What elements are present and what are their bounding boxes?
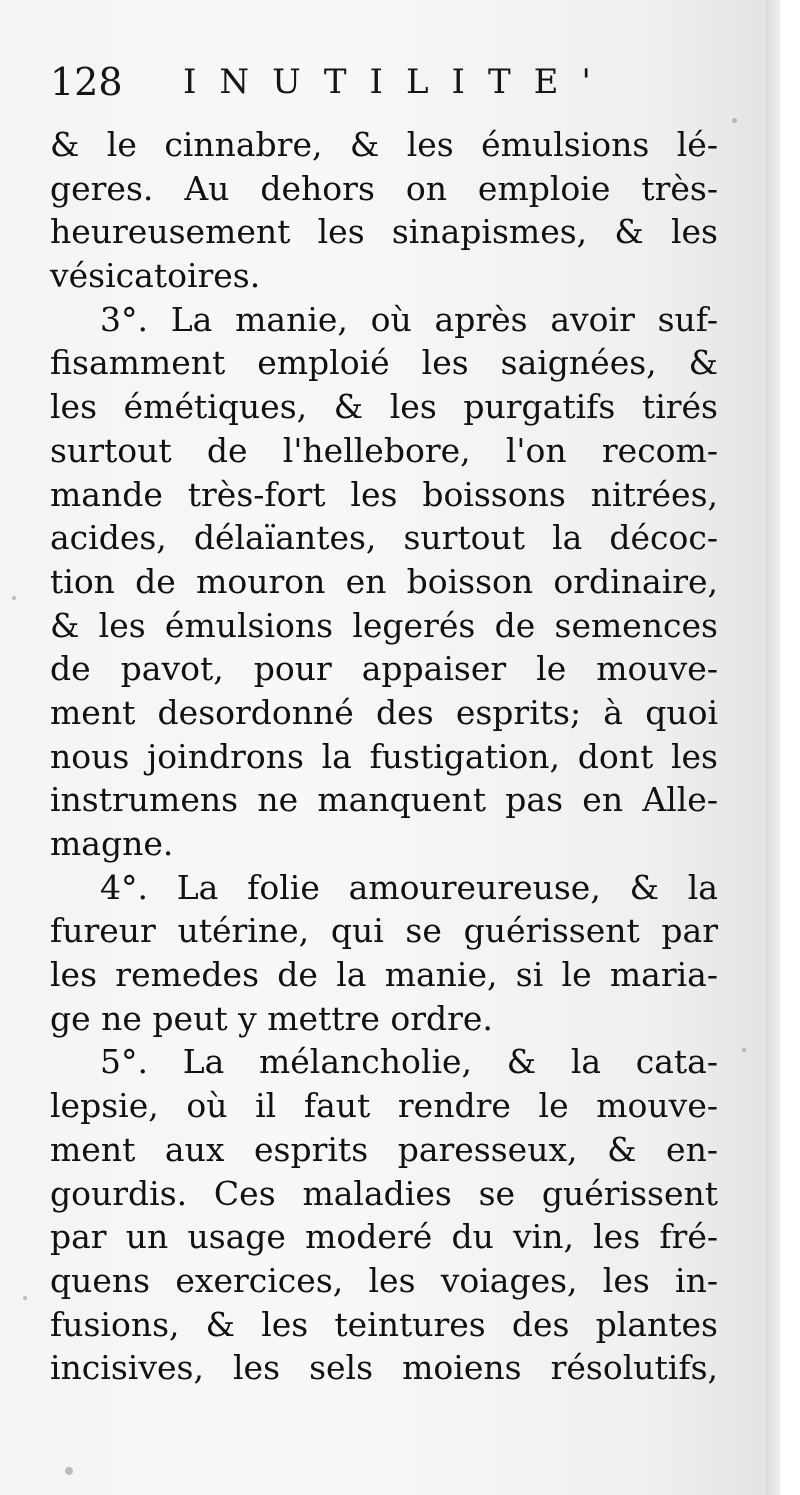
text-line: 4°. La folie amoureureuse, & la xyxy=(100,867,718,907)
text-line: surtout de l'hellebore, l'on recom- xyxy=(50,430,718,470)
print-speck xyxy=(732,118,737,123)
text-line: geres. Au dehors on emploie très- xyxy=(50,168,718,208)
text-line: quens exercices, les voiages, les in- xyxy=(50,1260,718,1300)
running-head: INUTILITE' xyxy=(183,62,614,102)
text-line: acides, délaïantes, surtout la décoc- xyxy=(50,518,718,558)
text-line: fisamment emploié les saignées, & xyxy=(50,343,718,383)
page-header xyxy=(50,52,730,112)
text-line: nous joindrons la fustigation, dont les xyxy=(50,736,718,776)
text-line: les émétiques, & les purgatifs tirés xyxy=(50,387,718,427)
body-text xyxy=(50,123,718,1390)
page-number: 128 xyxy=(50,60,123,104)
print-speck xyxy=(65,1467,73,1475)
text-line: lepsie, où il faut rendre le mouve- xyxy=(50,1086,718,1126)
text-line: fureur utérine, qui se guérissent par xyxy=(50,911,718,951)
text-line: les remedes de la manie, si le maria- xyxy=(50,955,718,995)
text-line: & le cinnabre, & les émulsions lé- xyxy=(50,125,718,164)
text-line: gourdis. Ces maladies se guérissent xyxy=(50,1173,718,1213)
text-line: & les émulsions legerés de semences xyxy=(50,605,718,645)
text-line: mande très-fort les boissons nitrées, xyxy=(50,474,718,514)
print-speck xyxy=(12,596,16,600)
text-line: 3°. La manie, où après avoir suf- xyxy=(100,299,718,339)
page-edge-shadow xyxy=(766,0,780,1495)
print-speck xyxy=(23,1296,27,1300)
text-line: par un usage moderé du vin, les fré- xyxy=(50,1217,718,1257)
text-line: fusions, & les teintures des plantes xyxy=(50,1304,718,1344)
text-line: ment aux esprits paresseux, & en- xyxy=(50,1129,718,1169)
text-line: 5°. La mélancholie, & la cata- xyxy=(100,1042,718,1082)
text-line: instrumens ne manquent pas en Alle- xyxy=(50,780,718,820)
text-line: ment desordonné des esprits; à quoi xyxy=(50,692,718,732)
text-line: de pavot, pour appaiser le mouve- xyxy=(50,649,718,689)
text-line: heureusement les sinapismes, & les xyxy=(50,212,718,252)
text-line: ge ne peut y mettre ordre. xyxy=(50,998,493,1038)
text-line: magne. xyxy=(50,824,174,863)
print-speck xyxy=(742,1048,746,1052)
text-line: incisives, les sels moiens résolutifs, xyxy=(50,1348,718,1388)
text-line: vésicatoires. xyxy=(50,256,261,296)
text-line: tion de mouron en boisson ordinaire, xyxy=(50,561,718,601)
